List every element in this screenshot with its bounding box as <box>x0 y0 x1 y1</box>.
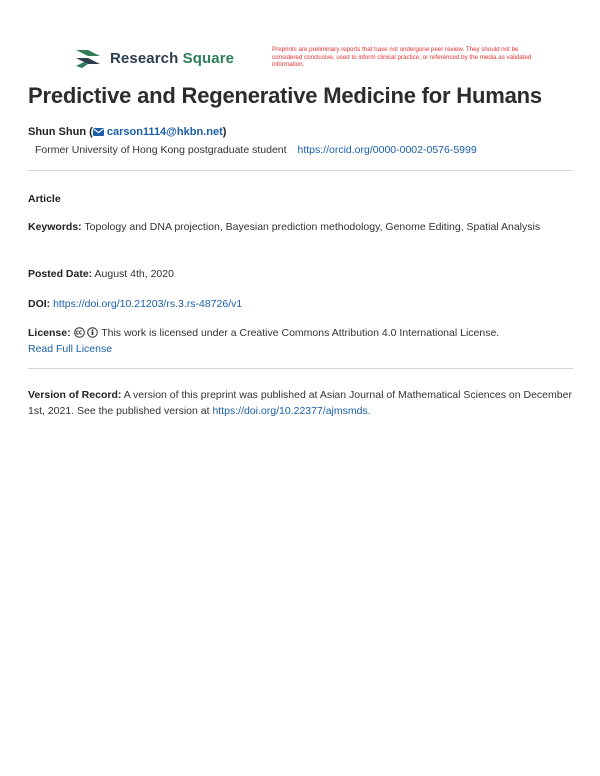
version-of-record-text: A version of this preprint was published at Asian Journal of Mathematical Sciences on December 1st, 2021. See the published version at <box>28 389 572 417</box>
version-of-record-label: Version of Record: <box>28 389 122 401</box>
keywords-label: Keywords: <box>28 221 82 233</box>
logo-text: Research Square <box>110 49 235 67</box>
page-title: Predictive and Regenerative Medicine for Humans <box>28 83 542 108</box>
license <box>28 325 576 357</box>
license-label: License: <box>28 327 71 339</box>
read-full-license-link[interactable]: Read Full License <box>28 343 113 355</box>
divider <box>28 170 573 171</box>
affiliation-text: Former University of Hong Kong postgraduate student <box>35 144 287 156</box>
author-name: Shun Shun <box>28 126 87 138</box>
orcid-link[interactable]: https://orcid.org/0000-0002-0576-5999 <box>297 144 477 156</box>
version-of-record <box>28 387 576 419</box>
author-line: Shun Shun ( carson1114@hkbn.net) <box>28 126 227 138</box>
keywords <box>28 219 576 235</box>
divider <box>28 368 573 369</box>
research-square-logo[interactable] <box>74 47 234 69</box>
doi <box>28 296 576 312</box>
doi-link[interactable]: https://doi.org/10.21203/rs.3.rs-48726/v1 <box>53 298 243 310</box>
doi-label: DOI: <box>28 298 51 310</box>
preprint-notice: Preprints are preliminary reports that have not undergone peer review. They should not be considered conclusive, used to inform clinical practice, or referenced by the media as validated information. <box>272 46 532 69</box>
cc-license-icons <box>74 327 102 339</box>
cc-icon <box>74 327 85 338</box>
research-square-logo-icon <box>74 47 102 69</box>
header <box>0 0 600 80</box>
posted-date <box>28 266 576 282</box>
keywords-value: Topology and DNA projection, Bayesian prediction methodology, Genome Editing, Spatial Analysis <box>84 221 541 233</box>
author-email-link[interactable]: carson1114@hkbn.net <box>106 126 223 138</box>
version-of-record-link[interactable]: https://doi.org/10.22377/ajmsmds. <box>212 405 371 417</box>
posted-date-value: August 4th, 2020 <box>94 268 174 280</box>
author-affiliation <box>35 144 477 156</box>
license-text: This work is licensed under a Creative Commons Attribution 4.0 International License. <box>101 327 500 339</box>
posted-date-label: Posted Date: <box>28 268 93 280</box>
by-icon <box>87 327 98 338</box>
article-type: Article <box>28 193 61 205</box>
email-icon <box>93 128 104 136</box>
